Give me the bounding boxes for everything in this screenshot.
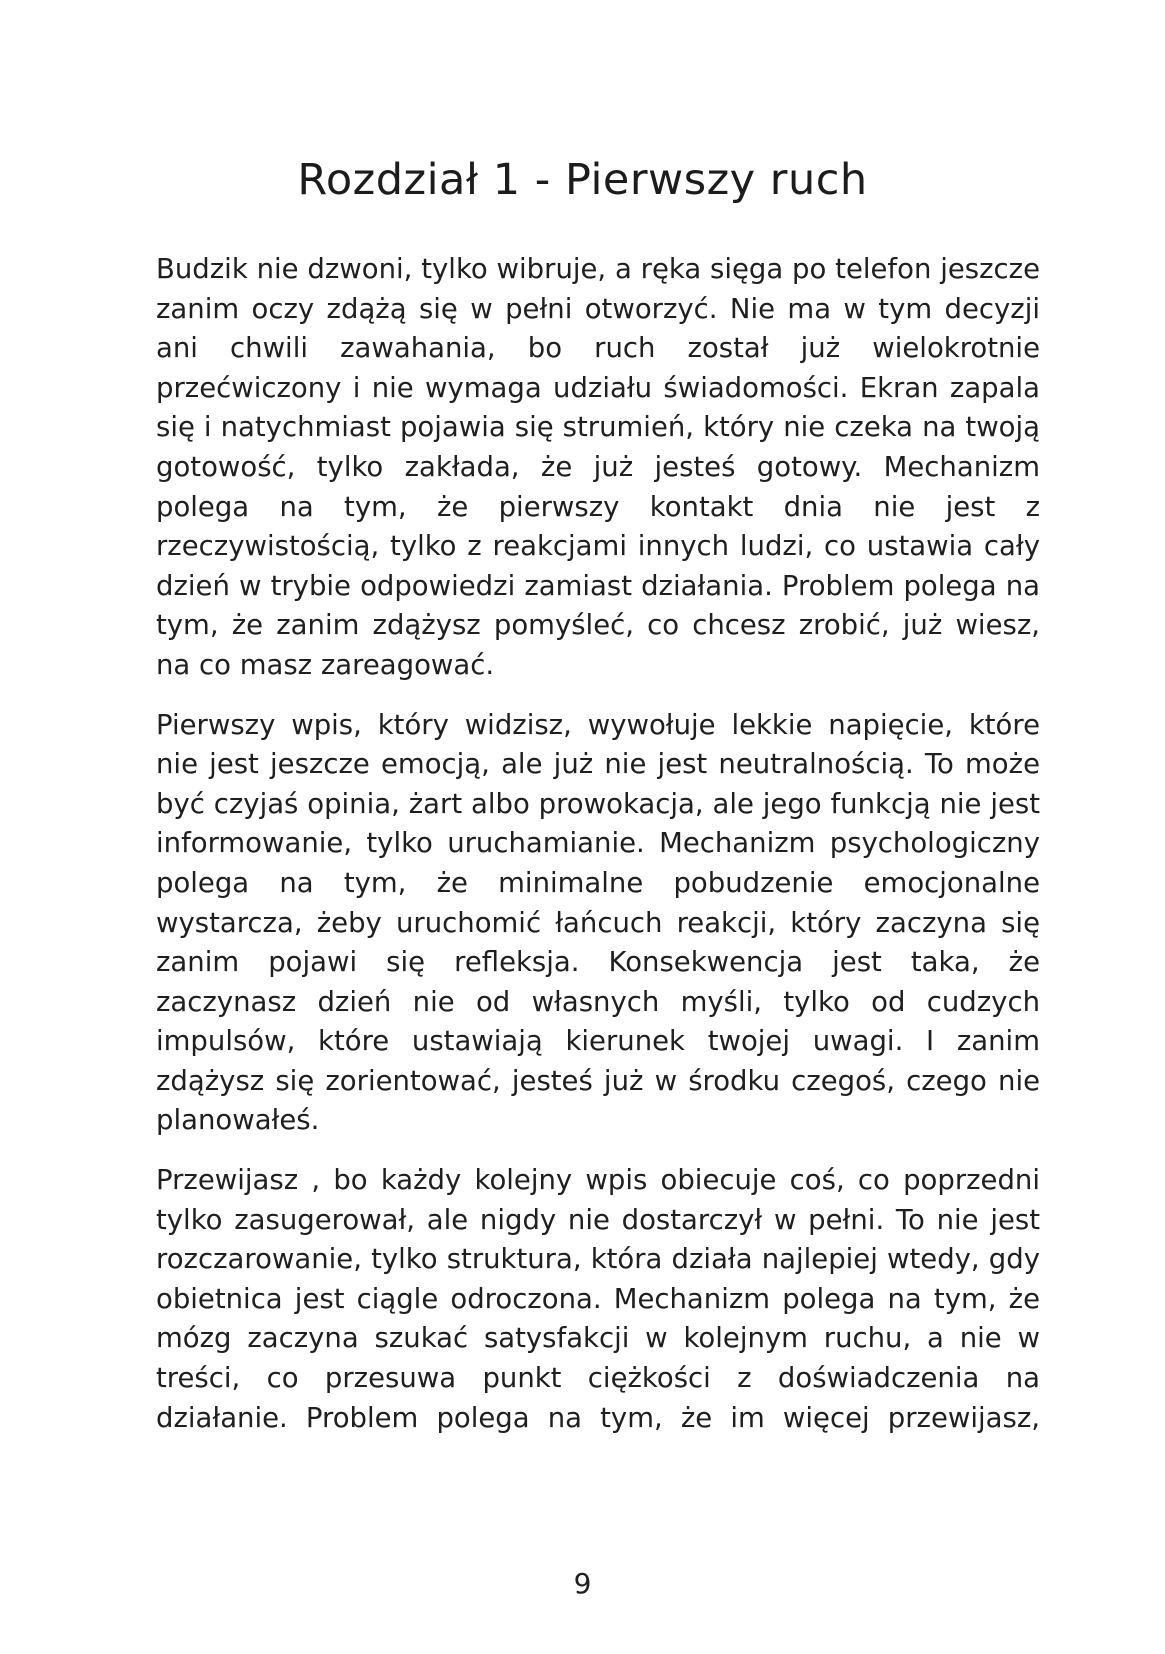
paragraph-1: Budzik nie dzwoni, tylko wibruje, a ręka sięga po telefon jeszcze zanim oczy zdążą się w pełni otworzyć. Nie ma w tym decyzji ani chwili zawahania, bo ruch został już wielokrotnie przećwiczony i nie wymaga udziału świadomości. Ekran zapala się i natychmiast pojawia się strumień, który nie czeka na twoją gotowość, tylko zakłada, że już jesteś gotowy. Mechanizm polega na tym, że pierwszy kontakt dnia nie jest z rzeczywistością, tylko z reakcjami innych ludzi, co ustawia cały dzień w trybie odpowiedzi zamiast działania. Problem polega na tym, że zanim zdążysz pomyśleć, co chcesz zrobić, już wiesz, na co masz zareagować. xyxy=(156,253,1040,681)
page-number: 9 xyxy=(573,1567,592,1600)
paragraph-2: Pierwszy wpis, który widzisz, wywołuje lekkie napięcie, które nie jest jeszcze emocją, ale już nie jest neutralnością. To może być czyjaś opinia, żart albo prowokacja, ale jego funkcją nie jest informowanie, tylko uruchamianie. Mechanizm psychologiczny polega na tym, że minimalne pobudzenie emocjonalne wystarcza, żeby uruchomić łańcuch reakcji, który zaczyna się zanim pojawi się refleksja. Konsekwencja jest taka, że zaczynasz dzień nie od własnych myśli, tylko od cudzych impulsów, które ustawiają kierunek twojej uwagi. I zanim zdążysz się zorientować, jesteś już w środku czegoś, czego nie planowałeś. xyxy=(156,708,1040,1137)
paragraph-3: Przewijasz , bo każdy kolejny wpis obiecuje coś, co poprzedni tylko zasugerował, ale nigdy nie dostarczył w pełni. To nie jest rozczarowanie, tylko struktura, która działa najlepiej wtedy, gdy obietnica jest ciągle odroczona. Mechanizm polega na tym, że mózg zaczyna szukać satysfakcji w kolejnym ruchu, a nie w treści, co przesuwa punkt ciężkości z doświadczenia na działanie. Problem polega na tym, że im więcej przewijasz, xyxy=(156,1164,1040,1434)
chapter-body xyxy=(156,250,1040,1458)
chapter-title: Rozdział 1 - Pierwszy ruch xyxy=(297,155,868,205)
